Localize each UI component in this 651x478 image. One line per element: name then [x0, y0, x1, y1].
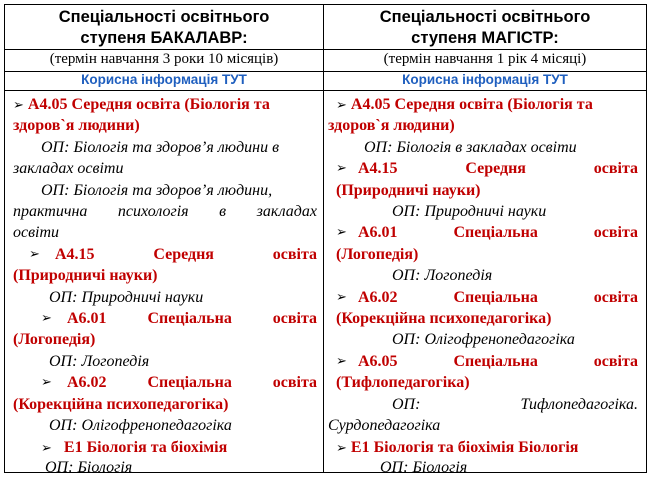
program-a602: ОП: Олігофренопедагогіка	[49, 417, 232, 434]
specialty-a602-line1	[336, 287, 638, 308]
specialty-title: Е1 Біологія та біохімія Біологія	[350, 439, 579, 456]
arrow-bullet-icon: ➢	[41, 375, 52, 390]
arrow-bullet-icon: ➢	[336, 441, 347, 456]
program-a601: ОП: Логопедія	[392, 267, 493, 284]
specialty-a601-line2: (Логопедія)	[13, 331, 96, 348]
master-info-link[interactable]: Корисна інформація ТУТ	[402, 72, 568, 87]
bachelor-term: (термін навчання 3 роки 10 місяців)	[49, 51, 279, 67]
program-a415: ОП: Природничі науки	[49, 289, 204, 306]
specialty-title: А4.05 Середня освіта (Біологія та	[27, 96, 270, 113]
specialty-a601-line1	[41, 308, 317, 329]
specialty-title: А6.02 Спеціальна освіта	[358, 289, 638, 306]
program-a405-1-line2: закладах освіти	[13, 160, 124, 177]
specialties-table	[4, 4, 647, 476]
arrow-bullet-icon: ➢	[336, 98, 347, 113]
specialty-a602-line2: (Корекційна психопедагогіка)	[336, 310, 552, 327]
bachelor-header-line1: Спеціальності освітнього	[58, 8, 270, 26]
program-a415: ОП: Природничі науки	[392, 203, 547, 220]
specialty-title: А4.15 Середня освіта	[55, 246, 317, 263]
specialty-title: А6.05 Спеціальна освіта	[358, 353, 638, 370]
specialty-a405-line1	[336, 94, 593, 116]
program-a605-line1: ОП: Тифлопедагогіка.	[392, 396, 638, 413]
specialty-a405-line1	[13, 94, 270, 116]
program-a405-2-line2: практична психологія в закладах	[13, 203, 317, 220]
bachelor-header	[5, 7, 323, 49]
specialty-title: Е1 Біологія та біохімія	[63, 439, 228, 456]
bachelor-info-link[interactable]: Корисна інформація ТУТ	[81, 72, 247, 87]
specialty-a602-line1	[41, 372, 317, 393]
specialty-a415-line1	[29, 244, 317, 265]
arrow-bullet-icon: ➢	[336, 225, 347, 240]
arrow-bullet-icon: ➢	[336, 354, 347, 369]
program-a405: ОП: Біологія в закладах освіти	[364, 139, 577, 156]
master-header-line1: Спеціальності освітнього	[379, 8, 591, 26]
specialty-title: А6.01 Спеціальна освіта	[358, 224, 638, 241]
program-a601: ОП: Логопедія	[49, 353, 150, 370]
specialty-a601-line2: (Логопедія)	[336, 246, 419, 263]
arrow-bullet-icon: ➢	[41, 311, 52, 326]
specialty-a602-line2: (Корекційна психопедагогіка)	[13, 396, 229, 413]
master-term: (термін навчання 1 рік 4 місяці)	[383, 51, 587, 67]
program-e1: ОП: Біологія	[380, 459, 468, 476]
specialty-e1	[41, 437, 227, 459]
program-e1: ОП: Біологія	[45, 459, 133, 476]
specialty-e1	[336, 437, 578, 459]
arrow-bullet-icon: ➢	[336, 161, 347, 176]
specialty-a605-line1	[336, 351, 638, 372]
arrow-bullet-icon: ➢	[29, 247, 40, 262]
arrow-bullet-icon: ➢	[13, 98, 24, 113]
master-header	[324, 7, 646, 49]
specialty-title: А6.01 Спеціальна освіта	[67, 310, 317, 327]
bachelor-header-line2: ступеня БАКАЛАВР:	[80, 29, 248, 47]
program-a602: ОП: Олігофренопедагогіка	[392, 331, 575, 348]
master-header-line2: ступеня МАГІСТР:	[411, 29, 559, 47]
specialty-a605-line2: (Тифлопедагогіка)	[336, 374, 470, 391]
specialty-a415-line2: (Природничі науки)	[336, 182, 481, 199]
program-a405-2-line1: ОП: Біологія та здоров’я людини,	[41, 182, 273, 199]
program-a605-line2: Сурдопедагогіка	[328, 417, 441, 434]
specialty-a405-line2: здоров`я людини)	[328, 117, 455, 134]
specialty-a415-line1	[336, 158, 638, 179]
specialty-a405-line2: здоров`я людини)	[13, 117, 140, 134]
arrow-bullet-icon: ➢	[336, 290, 347, 305]
specialty-title: А6.02 Спеціальна освіта	[67, 374, 317, 391]
specialty-a601-line1	[336, 222, 638, 243]
specialty-a415-line2: (Природничі науки)	[13, 267, 158, 284]
bachelor-column	[5, 5, 323, 476]
program-a405-2-line3: освіти	[13, 224, 60, 241]
arrow-bullet-icon: ➢	[41, 441, 52, 456]
program-a405-1-line1: ОП: Біологія та здоров’я людини в	[41, 139, 280, 156]
master-column	[324, 5, 646, 476]
specialty-title: А4.15 Середня освіта	[358, 160, 638, 177]
specialty-title: А4.05 Середня освіта (Біологія та	[350, 96, 593, 113]
